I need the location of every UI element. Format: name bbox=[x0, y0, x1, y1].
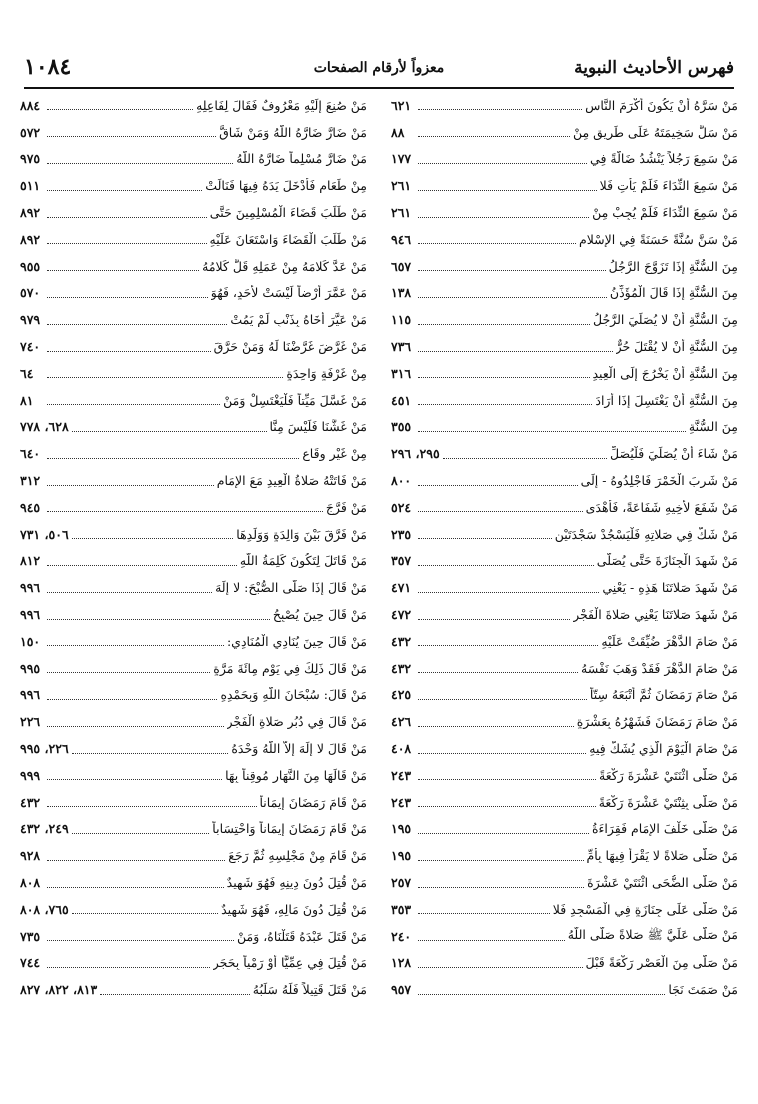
hadith-text: مَنْ شَفَعَ لأَخِيهِ شَفَاعَةً، فَأَهْدَى bbox=[585, 499, 738, 515]
hadith-text: مَنْ عَمَّرَ أَرْضاً لَيْسَتْ لأَحَدٍ، فَهُوَ bbox=[210, 285, 367, 301]
hadith-text: مِنَ السُّنَّةِ bbox=[688, 419, 738, 435]
hadith-text: مَنْ قَالَ ذَلِكَ فِي يَوْمٍ مِائَةَ مَرَّةٍ bbox=[213, 660, 367, 676]
leader-dots bbox=[418, 296, 607, 298]
leader-dots bbox=[418, 537, 552, 539]
leader-dots bbox=[418, 242, 576, 244]
page-ref: ١٣٨ bbox=[391, 285, 412, 301]
page-ref: ٦٤ bbox=[20, 365, 34, 381]
page-ref: ٤٣٢ bbox=[391, 633, 412, 649]
leader-dots bbox=[47, 242, 207, 244]
page-ref: ٢٤٠ bbox=[391, 928, 412, 944]
page-ref: ٦٢١ bbox=[391, 97, 412, 113]
hadith-text: مَنْ قَامَ مِنْ مَجْلِسِهِ ثُمَّ رَجَعَ bbox=[228, 848, 367, 864]
book-title: فهرس الأحاديث النبوية bbox=[574, 58, 734, 78]
index-entry bbox=[391, 762, 738, 789]
page-ref: ٤٣٢ bbox=[391, 660, 412, 676]
index-entry bbox=[391, 708, 738, 735]
page-ref: ٦٤٠ bbox=[20, 446, 41, 462]
hadith-text: مِنْ طَعَامٍ فَأَدْخَلَ يَدَهُ فِيهَا فَنَالَتْ bbox=[205, 178, 367, 194]
leader-dots bbox=[72, 537, 234, 539]
leader-dots bbox=[418, 671, 578, 673]
leader-dots bbox=[418, 430, 686, 432]
page-ref: ٧٤٤ bbox=[20, 955, 41, 971]
index-column-left bbox=[20, 92, 367, 1003]
index-entry bbox=[391, 253, 738, 280]
leader-dots bbox=[418, 912, 550, 914]
index-entry bbox=[20, 92, 367, 119]
page-ref: ٩٤٥ bbox=[20, 499, 41, 515]
hadith-text: مَنْ صَلَّى الضُّحَى اثْنَتَيْ عَشْرَةَ bbox=[587, 875, 738, 890]
page-ref: ٨٠٠ bbox=[391, 473, 412, 489]
page-ref: ٢٤٩، ٤٣٢ bbox=[20, 821, 69, 837]
leader-dots bbox=[47, 135, 216, 137]
leader-dots bbox=[100, 993, 250, 995]
leader-dots bbox=[418, 135, 570, 137]
leader-dots bbox=[47, 269, 199, 271]
index-entry bbox=[20, 628, 367, 655]
index-entry bbox=[391, 869, 738, 896]
hadith-text: مَنْ سَلَّ سَخِيمَتَهُ عَلَى طَرِيقٍ مِنْ bbox=[572, 124, 738, 140]
leader-dots bbox=[418, 510, 583, 512]
index-entry bbox=[20, 494, 367, 521]
page-ref: ٢٩٥، ٢٩٦ bbox=[391, 446, 440, 462]
page-ref: ٧٤٠ bbox=[20, 339, 41, 355]
leader-dots bbox=[47, 778, 222, 780]
leader-dots bbox=[443, 457, 607, 459]
hadith-text: مِنَ السُّنَّةِ إِذَا تَزَوَّجَ الرَّجُلُ bbox=[608, 258, 738, 274]
leader-dots bbox=[418, 725, 574, 727]
page-ref: ٥٧٢ bbox=[20, 124, 41, 140]
hadith-text: مَنْ صَلَّى بِثِنْتَيْ عَشْرَةَ رَكْعَةً bbox=[598, 794, 738, 810]
index-entry bbox=[20, 253, 367, 280]
hadith-text: مَنْ صَامَ الدَّهْرَ ضُيِّقَتْ عَلَيْهِ bbox=[601, 633, 738, 649]
leader-dots bbox=[47, 484, 214, 486]
hadith-text: مَنْ ضَارَّ ضَارَّهُ اللَّهُ وَمَنْ شَاقَّ bbox=[219, 124, 367, 140]
hadith-text: مَنْ قَامَ رَمَضَانَ إِيمَاناً وَاحْتِسَاباً bbox=[212, 821, 367, 837]
hadith-text: مِنْ غَرْفَةٍ وَاحِدَةٍ bbox=[286, 365, 367, 381]
page-ref: ٨١٢ bbox=[20, 553, 41, 569]
index-entry bbox=[20, 735, 367, 762]
hadith-text: مَنْ شَرِبَ الْخَمْرَ فَاجْلِدُوهُ - إِلَى bbox=[580, 473, 738, 489]
leader-dots bbox=[418, 269, 606, 271]
hadith-text: مَنْ قَالَهَا مِنَ النَّهَارِ مُوقِناً بِهَا bbox=[225, 767, 367, 783]
hadith-text: مَنْ قَامَ رَمَضَانَ إِيمَاناً bbox=[259, 794, 367, 810]
page-ref: ٦٢٨، ٧٧٨ bbox=[20, 419, 69, 435]
index-entry bbox=[391, 682, 738, 709]
hadith-text: مَنْ قَالَ: سُبْحَانَ اللَّهِ وَبِحَمْدِهِ bbox=[220, 687, 367, 703]
hadith-text: مِنَ السُّنَّةِ أَنْ لا يُقْتَلَ حُرٌّ bbox=[615, 339, 738, 355]
hadith-text: مَنْ شَاءَ أَنْ يُصَلِّيَ فَلْيُصَلِّ bbox=[610, 446, 738, 462]
hadith-text: مَنْ طَلَبَ الْقَضَاءَ وَاسْتَعَانَ عَلَيْهِ bbox=[209, 231, 367, 247]
page-header bbox=[24, 56, 734, 86]
index-entry bbox=[20, 574, 367, 601]
index-entry bbox=[20, 199, 367, 226]
leader-dots bbox=[418, 939, 565, 941]
index-entry bbox=[20, 655, 367, 682]
page-ref: ٣٥٧ bbox=[391, 553, 412, 569]
leader-dots bbox=[47, 939, 234, 941]
page-ref: ٩٩٥ bbox=[20, 660, 41, 676]
leader-dots bbox=[418, 886, 584, 888]
hadith-text: مَنْ شَكَّ فِي صَلاتِهِ فَلْيَسْجُدْ سَجْدَتَيْنِ bbox=[554, 526, 738, 542]
index-columns bbox=[20, 92, 738, 1003]
page-ref: ٨٠٨ bbox=[20, 875, 41, 890]
hadith-text: مَنْ قَالَ حِينَ يُصْبِحُ bbox=[272, 607, 367, 623]
page-ref: ٨٨ bbox=[391, 124, 405, 140]
leader-dots bbox=[47, 859, 225, 861]
leader-dots bbox=[47, 564, 237, 566]
page-ref: ٩٩٦ bbox=[20, 687, 41, 703]
leader-dots bbox=[47, 216, 207, 218]
index-entry bbox=[20, 708, 367, 735]
index-entry bbox=[20, 387, 367, 414]
page-ref: ٧٣٦ bbox=[391, 339, 412, 355]
index-entry bbox=[20, 226, 367, 253]
hadith-text: مَنْ طَلَبَ قَضَاءَ الْمُسْلِمِينَ حَتَّى bbox=[209, 205, 367, 221]
leader-dots bbox=[47, 725, 224, 727]
index-entry bbox=[391, 172, 738, 199]
hadith-text: مَنْ فَاتَتْهُ صَلاةُ الْعِيدِ مَعَ الإِمَامِ bbox=[216, 473, 367, 489]
page-ref: ٩٩٦ bbox=[20, 607, 41, 623]
page-ref: ٨٨٤ bbox=[20, 97, 41, 113]
hadith-text: مَنْ فَرَّقَ بَيْنَ وَالِدَةٍ وَوَلَدِهَا bbox=[236, 526, 367, 542]
index-entry bbox=[391, 92, 738, 119]
page-ref: ٨١ bbox=[20, 392, 34, 408]
page-ref: ٩٩٩ bbox=[20, 767, 41, 783]
page-ref: ١١٥ bbox=[391, 312, 412, 328]
leader-dots bbox=[47, 698, 217, 700]
page-ref: ٢٦١ bbox=[391, 178, 412, 194]
hadith-text: مَنْ صَامَ الدَّهْرَ فَقَدْ وَهَبَ نَفْسَهُ bbox=[581, 660, 738, 676]
leader-dots bbox=[418, 591, 599, 593]
index-entry bbox=[391, 387, 738, 414]
leader-dots bbox=[418, 216, 589, 218]
leader-dots bbox=[418, 859, 584, 861]
hadith-text: مِنَ السُّنَّةِ إِذَا قَالَ الْمُؤَذِّنُ bbox=[609, 285, 738, 301]
hadith-text: مَنْ سَنَّ سُنَّةً حَسَنَةً فِي الإِسْلامِ bbox=[578, 231, 738, 247]
index-entry bbox=[20, 333, 367, 360]
hadith-text: مَنْ قَاتَلَ لِتَكُونَ كَلِمَةُ اللَّهِ bbox=[239, 553, 367, 569]
hadith-text: مَنْ صَامَ رَمَضَانَ ثُمَّ أَتْبَعَهُ سِتّاً bbox=[589, 687, 738, 703]
leader-dots bbox=[418, 484, 578, 486]
hadith-text: مَنْ صَلَّى عَلَيَّ ﷺ صَلاةً صَلَّى اللَّهُ bbox=[567, 926, 738, 942]
page-ref: ٩٥٥ bbox=[20, 258, 41, 274]
leader-dots bbox=[72, 752, 229, 754]
leader-dots bbox=[47, 805, 257, 807]
page-ref: ٨٩٢ bbox=[20, 231, 41, 247]
hadith-text: مَنْ قَالَ حِينَ يُنَادِي الْمُنَادِي: bbox=[226, 633, 367, 649]
leader-dots bbox=[418, 832, 589, 834]
page-ref: ٤٢٥ bbox=[391, 687, 412, 703]
hadith-text: مَنْ غَشَّنَا فَلَيْسَ مِنَّا bbox=[269, 419, 367, 435]
leader-dots bbox=[418, 966, 583, 968]
leader-dots bbox=[47, 162, 233, 164]
index-entry bbox=[20, 601, 367, 628]
leader-dots bbox=[418, 698, 587, 700]
index-entry bbox=[20, 146, 367, 173]
page-ref: ٨١٣، ٨٢٢، ٨٢٧ bbox=[20, 982, 98, 998]
page-ref: ٥١١ bbox=[20, 178, 41, 194]
leader-dots bbox=[47, 296, 208, 298]
index-entry bbox=[391, 896, 738, 923]
hadith-text: مَنْ سَمِعَ النِّدَاءَ فَلَمْ يَأْتِ فَلا bbox=[599, 178, 738, 194]
hadith-text: مِنَ السُّنَّةِ أَنْ لا يُصَلِّيَ الرَّجُلُ bbox=[592, 312, 738, 328]
hadith-text: مَنْ ضَارَّ مُسْلِماً ضَارَّهُ اللَّهُ bbox=[236, 151, 367, 167]
index-entry bbox=[20, 923, 367, 950]
hadith-text: مَنْ قَالَ إِذَا صَلَّى الصُّبْحَ: لا إِلَهَ bbox=[215, 580, 367, 596]
index-entry bbox=[391, 655, 738, 682]
index-entry bbox=[391, 360, 738, 387]
hadith-text: مَنْ صُنِعَ إِلَيْهِ مَعْرُوفٌ فَقَالَ لِفَاعِلِهِ bbox=[196, 97, 367, 113]
leader-dots bbox=[47, 966, 210, 968]
index-entry bbox=[391, 467, 738, 494]
index-entry bbox=[20, 440, 367, 467]
leader-dots bbox=[418, 564, 594, 566]
index-entry bbox=[20, 896, 367, 923]
hadith-text: مَنْ قُتِلَ دُونَ مَالِهِ، فَهُوَ شَهِيدٌ bbox=[221, 901, 367, 917]
page-ref: ٥٧٠ bbox=[20, 285, 41, 301]
leader-dots bbox=[418, 752, 586, 754]
leader-dots bbox=[47, 108, 193, 110]
index-entry bbox=[391, 333, 738, 360]
page-ref: ٣١٦ bbox=[391, 365, 412, 381]
hadith-text: مَنْ قَتَلَ قَتِيلاً فَلَهُ سَلَبُهُ bbox=[252, 982, 367, 998]
index-entry bbox=[20, 119, 367, 146]
leader-dots bbox=[47, 591, 212, 593]
index-entry bbox=[20, 762, 367, 789]
index-entry bbox=[391, 976, 738, 1003]
page-ref: ٩٤٦ bbox=[391, 231, 412, 247]
page-ref: ١٩٥ bbox=[391, 848, 412, 864]
page-ref: ٤٧٢ bbox=[391, 607, 412, 623]
leader-dots bbox=[47, 350, 211, 352]
hadith-text: مَنْ عَيَّرَ أَخَاهُ بِذَنْبٍ لَمْ يَمُتْ bbox=[230, 312, 367, 328]
page-ref: ٤٣٢ bbox=[20, 794, 41, 810]
hadith-text: مَنْ شَهِدَ صَلاتَنَا يَعْنِي صَلاةَ الْفَجْرِ bbox=[573, 607, 738, 623]
page-ref: ١٩٥ bbox=[391, 821, 412, 837]
page-ref: ٨٩٢ bbox=[20, 205, 41, 221]
index-entry bbox=[20, 789, 367, 816]
leader-dots bbox=[47, 886, 224, 888]
hadith-text: مَنْ قُتِلَ فِي عِمِّيًّا أَوْ رَمْياً بِحَجَرٍ bbox=[212, 955, 367, 971]
page-ref: ٣٥٣ bbox=[391, 901, 412, 917]
leader-dots bbox=[418, 162, 587, 164]
page-ref: ٢٦١ bbox=[391, 205, 412, 221]
page-ref: ٢٤٣ bbox=[391, 767, 412, 783]
hadith-text: مَنْ سَمِعَ النِّدَاءَ فَلَمْ يُجِبْ مِنْ bbox=[592, 205, 738, 221]
leader-dots bbox=[72, 832, 210, 834]
page-ref: ١٥٠ bbox=[20, 633, 41, 649]
index-entry bbox=[20, 976, 367, 1003]
leader-dots bbox=[72, 430, 267, 432]
hadith-text: مَنْ قُتِلَ دُونَ دِينِهِ فَهُوَ شَهِيدٌ bbox=[226, 875, 367, 890]
hadith-text: مَنْ صَلَّى مِنَ الْعَصْرِ رَكْعَةً قَبْلَ bbox=[585, 955, 738, 971]
hadith-text: مَنْ صَلَّى عَلَى جِنَازَةٍ فِي الْمَسْجِدِ فَلا bbox=[552, 901, 738, 917]
index-entry bbox=[20, 360, 367, 387]
hadith-text: مَنْ صَامَ الْيَوْمَ الَّذِي يُشَكُّ فِيهِ bbox=[589, 741, 738, 757]
index-entry bbox=[391, 842, 738, 869]
leader-dots bbox=[47, 323, 227, 325]
index-entry bbox=[20, 842, 367, 869]
page-ref: ٢٢٦، ٩٩٥ bbox=[20, 741, 69, 757]
leader-dots bbox=[47, 376, 283, 378]
index-entry bbox=[20, 869, 367, 896]
hadith-text: مَنْ صَامَ رَمَضَانَ فَشَهْرُهُ بِعَشْرَةٍ bbox=[576, 714, 738, 730]
leader-dots bbox=[47, 671, 210, 673]
leader-dots bbox=[418, 323, 590, 325]
hadith-text: مَنْ شَهِدَ الْجِنَازَةَ حَتَّى يُصَلَّى bbox=[596, 553, 738, 569]
page-ref: ٢٣٥ bbox=[391, 526, 412, 542]
leader-dots bbox=[418, 805, 596, 807]
index-entry bbox=[391, 521, 738, 548]
index-entry bbox=[391, 789, 738, 816]
index-entry bbox=[20, 521, 367, 548]
index-entry bbox=[391, 440, 738, 467]
index-entry bbox=[391, 199, 738, 226]
index-entry bbox=[20, 306, 367, 333]
index-entry bbox=[20, 816, 367, 843]
index-entry bbox=[20, 682, 367, 709]
hadith-text: مَنْ صَمَتَ نَجَا bbox=[668, 982, 738, 998]
index-entry bbox=[391, 816, 738, 843]
hadith-text: مَنْ قَالَ لا إِلَهَ إِلاَّ اللَّهُ وَحْدَهُ bbox=[231, 741, 367, 757]
leader-dots bbox=[418, 376, 590, 378]
page-ref: ٩٥٧ bbox=[391, 982, 412, 998]
leader-dots bbox=[418, 108, 582, 110]
page-ref: ٢٤٣ bbox=[391, 794, 412, 810]
hadith-text: مِنَ السُّنَّةِ أَنْ يَخْرُجَ إِلَى الْعِيدِ bbox=[592, 365, 738, 381]
index-entry bbox=[391, 119, 738, 146]
page-ref: ٢٥٧ bbox=[391, 875, 412, 890]
page-ref: ٤٥١ bbox=[391, 392, 412, 408]
index-entry bbox=[391, 735, 738, 762]
page-ref: ٩٢٨ bbox=[20, 848, 41, 864]
page-ref: ٤٧١ bbox=[391, 580, 412, 596]
hadith-text: مَنْ شَهِدَ صَلاتَنَا هَذِهِ - يَعْنِي bbox=[602, 580, 738, 596]
leader-dots bbox=[47, 644, 224, 646]
leader-dots bbox=[47, 618, 270, 620]
index-column-right bbox=[391, 92, 738, 1003]
page-ref: ٧٣٥ bbox=[20, 928, 41, 944]
page-ref: ٣١٢ bbox=[20, 473, 41, 489]
index-entry bbox=[391, 280, 738, 307]
page-ref: ٢٢٦ bbox=[20, 714, 41, 730]
index-entry bbox=[391, 306, 738, 333]
index-entry bbox=[20, 414, 367, 441]
page-number: ١٠٨٤ bbox=[24, 54, 72, 80]
index-entry bbox=[391, 923, 738, 950]
index-entry bbox=[20, 950, 367, 977]
hadith-text: مَنْ فَرَّجَ bbox=[325, 499, 367, 515]
page-ref: ١٢٨ bbox=[391, 955, 412, 971]
hadith-text: مِنَ السُّنَّةِ أَنْ يَغْتَسِلَ إِذَا أَرَادَ bbox=[595, 392, 738, 408]
leader-dots bbox=[418, 350, 613, 352]
leader-dots bbox=[418, 778, 596, 780]
hadith-text: مَنْ قَالَ فِي دُبُرِ صَلاةِ الْفَجْرِ bbox=[226, 714, 367, 730]
header-subtitle: معزواً لأرقام الصفحات bbox=[313, 60, 445, 76]
index-entry bbox=[20, 467, 367, 494]
hadith-text: مَنْ غَسَّلَ مَيِّتاً فَلْيَغْتَسِلْ وَمَنْ bbox=[223, 392, 367, 408]
index-entry bbox=[391, 146, 738, 173]
index-entry bbox=[391, 574, 738, 601]
leader-dots bbox=[47, 189, 202, 191]
hadith-text: مَنْ سَرَّهُ أَنْ يَكُونَ أَكْرَمَ النَّاسِ bbox=[585, 97, 738, 113]
index-entry bbox=[391, 950, 738, 977]
index-entry bbox=[391, 601, 738, 628]
index-entry bbox=[20, 280, 367, 307]
page-ref: ٦٥٧ bbox=[391, 258, 412, 274]
page-ref: ٤٢٦ bbox=[391, 714, 412, 730]
hadith-text: مَنْ صَلَّى اثْنَتَيْ عَشْرَةَ رَكْعَةً bbox=[599, 767, 738, 783]
leader-dots bbox=[47, 510, 323, 512]
page-ref: ١٧٧ bbox=[391, 151, 412, 167]
leader-dots bbox=[47, 457, 299, 459]
hadith-text: مِنْ غَيْرِ وِقَاعٍ bbox=[302, 446, 367, 462]
hadith-text: مَنْ صَلَّى صَلاةً لا يَقْرَأُ فِيهَا بِأُمِّ bbox=[586, 848, 738, 864]
page-ref: ٤٠٨ bbox=[391, 741, 412, 757]
index-entry bbox=[20, 172, 367, 199]
leader-dots bbox=[72, 912, 218, 914]
leader-dots bbox=[418, 993, 665, 995]
leader-dots bbox=[418, 189, 597, 191]
page-ref: ٩٧٥ bbox=[20, 151, 41, 167]
hadith-text: مَنْ صَلَّى خَلْفَ الإِمَامِ فَقِرَاءَةُ bbox=[591, 821, 738, 837]
page-ref: ٥٢٤ bbox=[391, 499, 412, 515]
leader-dots bbox=[418, 644, 598, 646]
index-entry bbox=[391, 628, 738, 655]
page-ref: ٩٩٦ bbox=[20, 580, 41, 596]
index-entry bbox=[391, 226, 738, 253]
index-entry bbox=[20, 548, 367, 575]
hadith-text: مَنْ عَدَّ كَلامَهُ مِنْ عَمَلِهِ قَلَّ كَلامُهُ bbox=[202, 258, 367, 274]
leader-dots bbox=[418, 403, 592, 405]
page-ref: ٥٠٦، ٧٣١ bbox=[20, 526, 69, 542]
index-entry bbox=[391, 548, 738, 575]
hadith-text: مَنْ سَمِعَ رَجُلاً يَنْشُدُ ضَالَّةً فِي bbox=[590, 151, 738, 167]
hadith-text: مَنْ قَتَلَ عَبْدَهُ قَتَلْنَاهُ، وَمَنْ bbox=[237, 928, 367, 944]
index-entry bbox=[391, 414, 738, 441]
leader-dots bbox=[418, 618, 570, 620]
page-ref: ٣٥٥ bbox=[391, 419, 412, 435]
page-ref: ٩٧٩ bbox=[20, 312, 41, 328]
index-entry bbox=[391, 494, 738, 521]
header-rule bbox=[24, 87, 734, 89]
page-ref: ٧٦٥، ٨٠٨ bbox=[20, 901, 69, 917]
leader-dots bbox=[47, 403, 220, 405]
hadith-text: مَنْ غَرَّضَ غَرَّضْنَا لَهُ وَمَنْ حَرَّقَ bbox=[213, 339, 367, 355]
